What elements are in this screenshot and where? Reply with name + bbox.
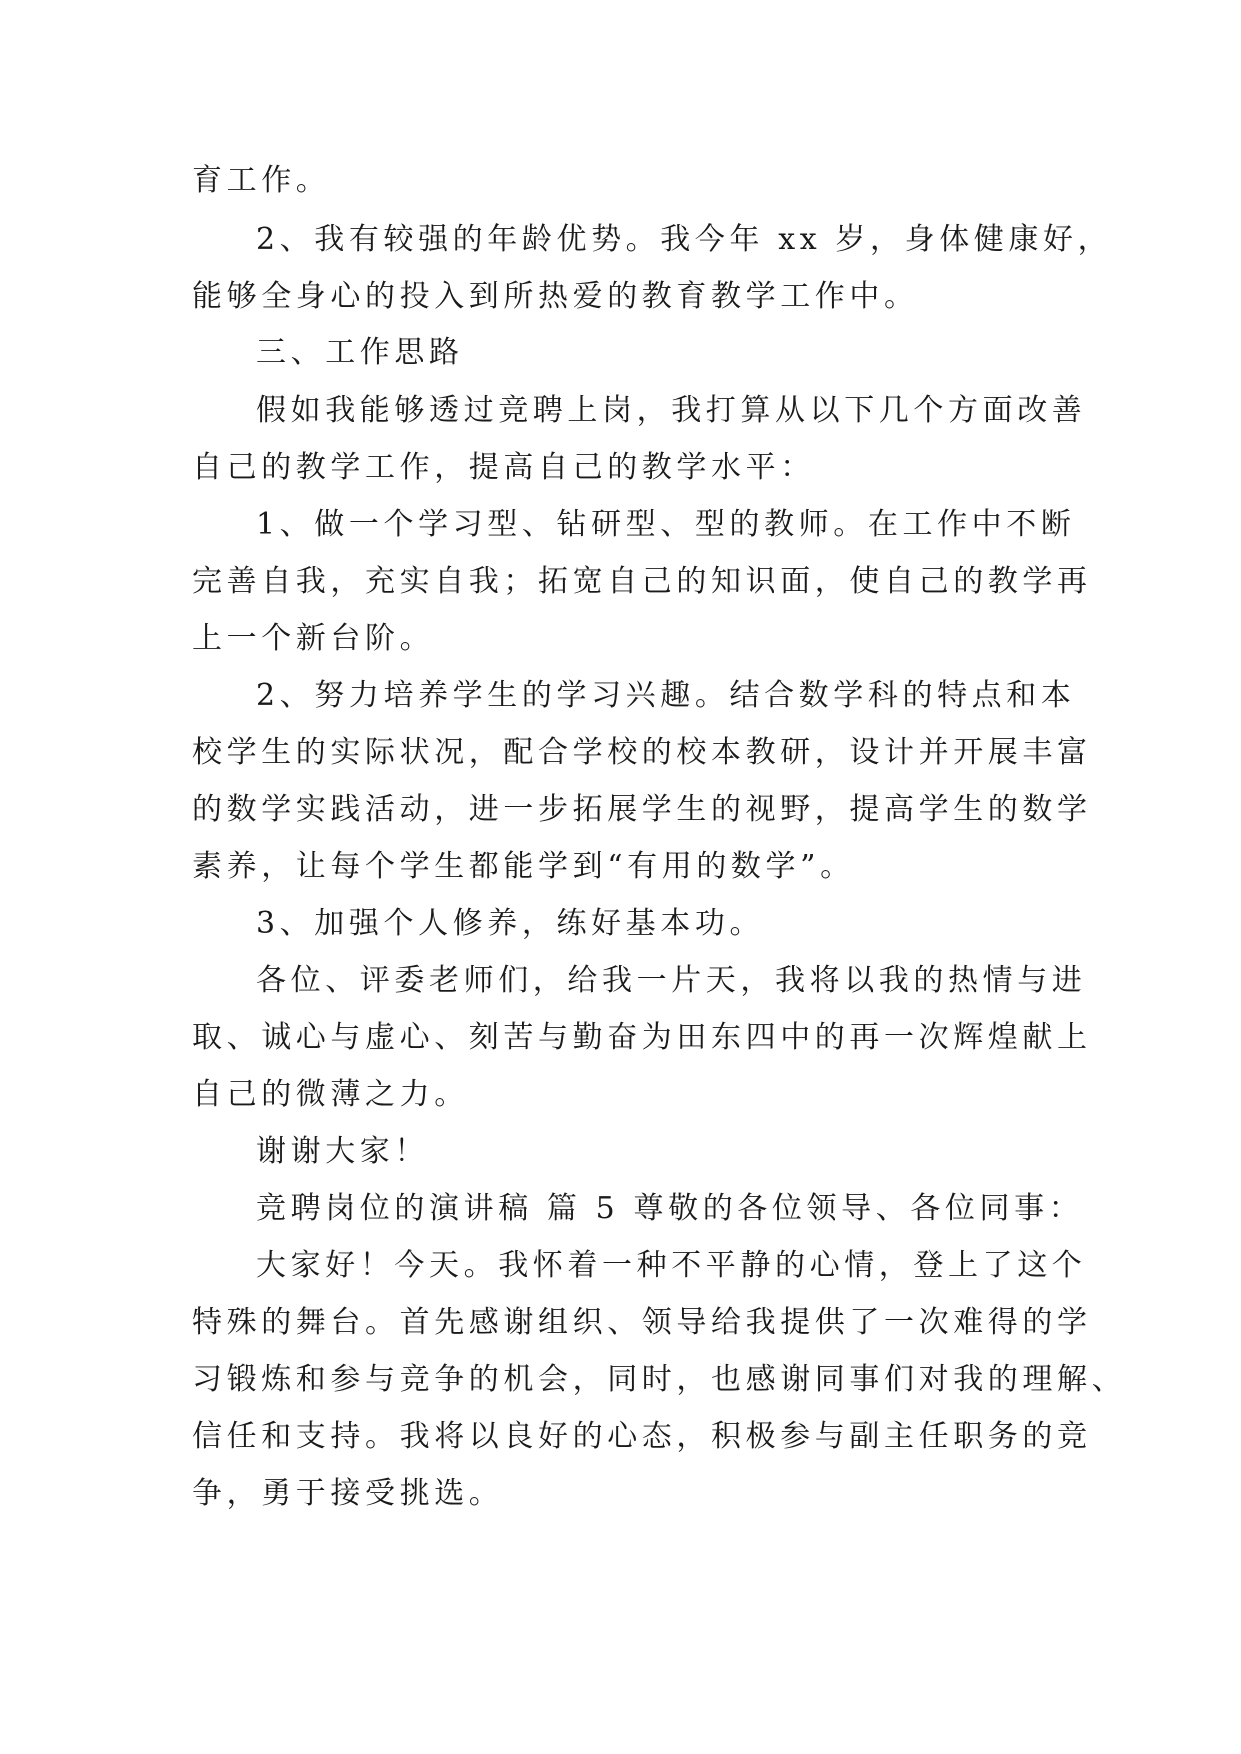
text-line: 争，勇于接受挑选。 xyxy=(192,1476,504,1511)
text-line: 谢谢大家！ xyxy=(256,1134,429,1169)
text-line: 大家好！今天。我怀着一种不平静的心情，登上了这个 xyxy=(256,1248,1087,1283)
text-line: 上一个新台阶。 xyxy=(192,621,435,656)
text-line: 的数学实践活动，进一步拓展学生的视野，提高学生的数学 xyxy=(192,792,1092,827)
section-heading: 三、工作思路 xyxy=(256,335,464,370)
text-line: 自己的教学工作，提高自己的教学水平： xyxy=(192,450,815,485)
text-line: 自己的微薄之力。 xyxy=(192,1077,469,1112)
text-line: 完善自我，充实自我；拓宽自己的知识面，使自己的教学再 xyxy=(192,564,1092,599)
text-line: 能够全身心的投入到所热爱的教育教学工作中。 xyxy=(192,279,919,314)
text-line: 育工作。 xyxy=(192,163,331,198)
text-line: 习锻炼和参与竞争的机会，同时，也感谢同事们对我的理解、 xyxy=(192,1362,1127,1397)
text-line: 2、努力培养学生的学习兴趣。结合数学科的特点和本 xyxy=(256,678,1076,713)
text-line: 竞聘岗位的演讲稿 篇 5 尊敬的各位领导、各位同事： xyxy=(256,1191,1084,1226)
text-line: 特殊的舞台。首先感谢组织、领导给我提供了一次难得的学 xyxy=(192,1305,1092,1340)
text-line: 素养，让每个学生都能学到“有用的数学”。 xyxy=(192,849,855,884)
text-line: 1、做一个学习型、钻研型、型的教师。在工作中不断 xyxy=(256,507,1076,542)
text-line: 取、诚心与虚心、刻苦与勤奋为田东四中的再一次辉煌献上 xyxy=(192,1020,1092,1055)
text-line: 3、加强个人修养，练好基本功。 xyxy=(256,906,765,941)
text-line: 信任和支持。我将以良好的心态，积极参与副主任职务的竞 xyxy=(192,1419,1092,1454)
text-line: 校学生的实际状况，配合学校的校本教研，设计并开展丰富 xyxy=(192,735,1092,770)
text-line: 2、我有较强的年龄优势。我今年 xx 岁，身体健康好， xyxy=(256,222,1113,257)
text-line: 各位、评委老师们，给我一片天，我将以我的热情与进 xyxy=(256,963,1087,998)
text-line: 假如我能够透过竞聘上岗，我打算从以下几个方面改善 xyxy=(256,393,1087,428)
